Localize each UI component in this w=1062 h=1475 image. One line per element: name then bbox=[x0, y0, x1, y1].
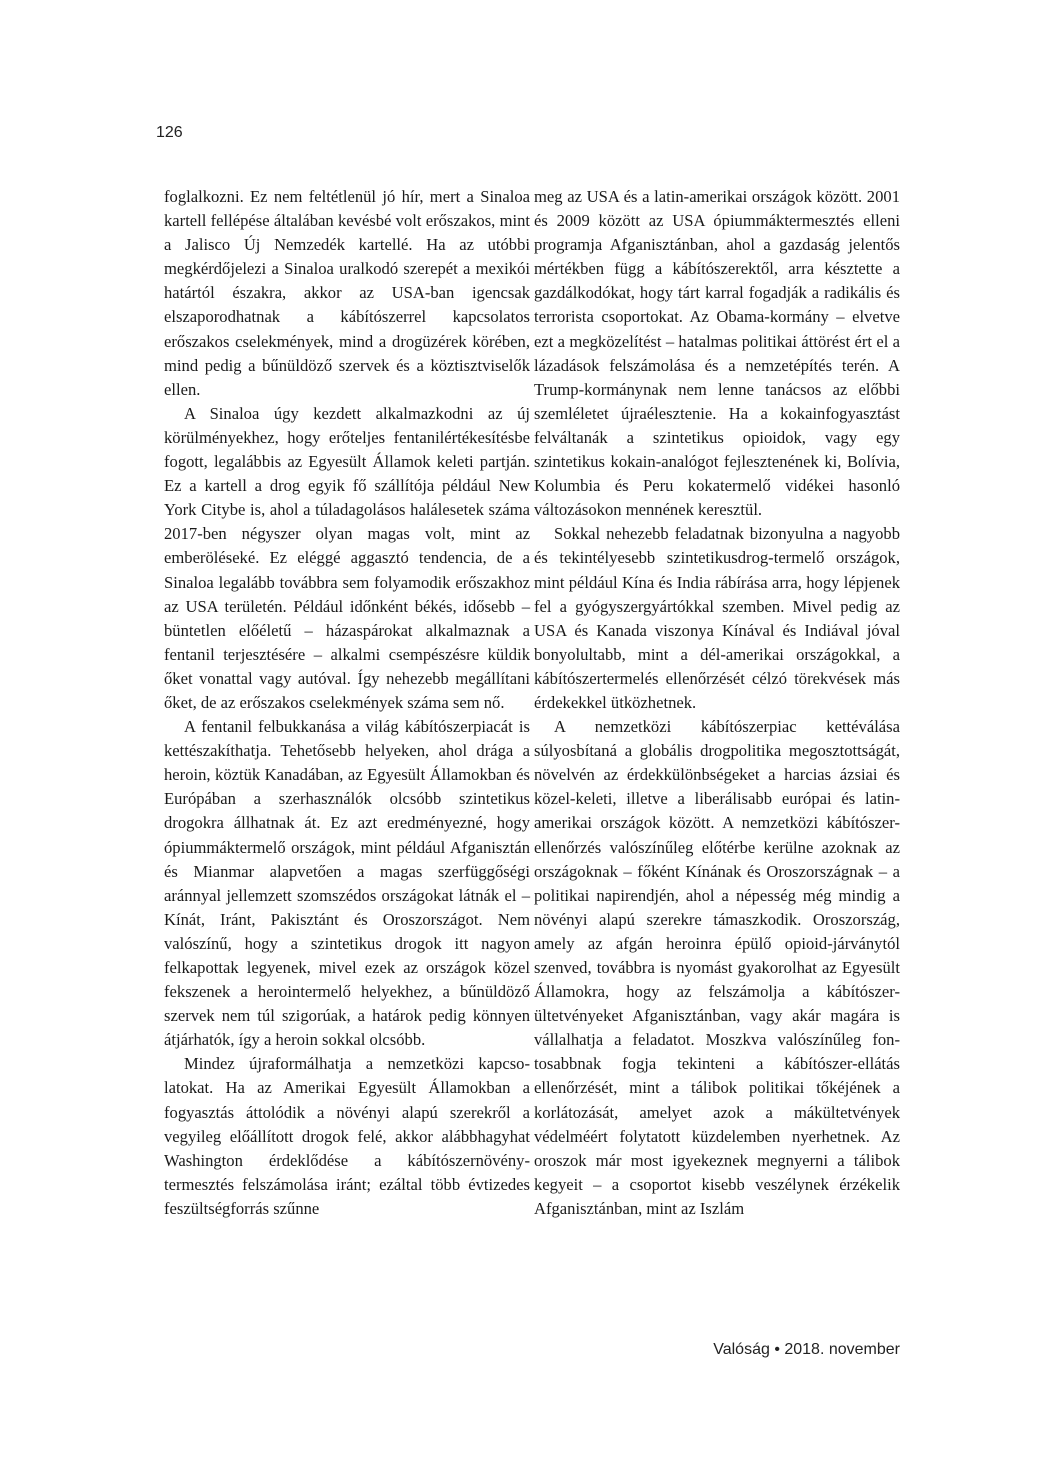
paragraph: A Sinaloa úgy kezdett alkalmazkodni az új körülményekhez, hogy erőteljes fentanilértékesítésbe fogott, legalábbis az Egyesült Államok keleti partján. Ez a kartell a drog egyik fő szállítója például New York Citybe is, ahol a túladagolásos halálesetek száma 2017-ben négyszer olyan magas volt, mint az emberöléseké. Ez eléggé aggasztó tendencia, de a Sinaloa legalább továbbra sem folyamodik erőszakhoz az USA területén. Például időnként békés, idősebb – büntetlen előéletű – házaspárokat alkalmaznak a fentanil terjesztésére – alkalmi csempészésre küldik őket vonattal vagy autóval. Így nehezebb megállítani őket, de az erőszakos cselekmények száma sem nő. bbox=[164, 403, 530, 712]
left-column bbox=[164, 185, 530, 1221]
paragraph: foglalkozni. Ez nem feltétlenül jó hír, mert a Sinaloa kartell fellépése általában kevésbé volt erőszakos, mint a Jalisco Új Nemzedék kartellé. Ha az utóbbi megkérdőjelezi a Sinaloa uralkodó szerepét a mexikói határtól északra, akkor az USA-ban igencsak elszaporodhatnak a kábítószerrel kapcsolatos erőszakos cselekmények, mind a drogüzérek körében, mind pedig a bűnüldöző szervek és a köztisztviselők ellen. bbox=[164, 187, 530, 399]
paragraph: Sokkal nehezebb feladatnak bizonyulna a nagyobb és tekintélyesebb szintetikusdrog-termelő országok, mint például Kína és India rábírása arra, hogy lépjenek fel a gyógyszergyártókkal szemben. Mivel pedig az USA és Kanada viszonya Kínával és Indiával jóval bonyolultabb, mint a dél-amerikai országokkal, a kábítószertermelés ellenőrzését célzó törekvések más érdekekkel ütközhetnek. bbox=[534, 524, 900, 712]
paragraph: A fentanil felbukkanása a világ kábítószerpiacát is kettészakíthatja. Tehetősebb helyeken, ahol drága a heroin, köztük Kanadában, az Egyesült Államokban és Európában a szerhasználók olcsóbb szintetikus drogokra állhatnak át. Ez azt eredményezné, hogy ópiummáktermelő országok, mint például Afganisztán és Mianmar alapvetően a magas szerfüggőségi aránnyal jellemzett szomszédos országokat látnák el – Kínát, Iránt, Pakisztánt és Oroszországot. Nem valószínű, hogy a szintetikus drogok itt nagyon felkapottak legyenek, mivel ezek az országok közel fekszenek a herointermelő helyekhez, a bűnüldöző szervek nem túl szigorúak, a határok pedig könnyen átjárhatók, így a heroin sokkal olcsóbb. bbox=[164, 717, 530, 1050]
page-number: 126 bbox=[156, 124, 183, 141]
paragraph: meg az USA és a latin-amerikai országok között. 2001 és 2009 között az USA ópiummáktermesztés elleni programja Afganisztánban, ahol a gazdaság jelentős mértékben függ a kábítószerektől, arra késztette a gazdálkodókat, hogy tárt karral fogadják a radikális és terrorista csoportokat. Az Obama-kormány – elvetve ezt a megközelítést – hatalmas politikai áttörést ért el a lázadások felszámolása és a nemzetépítés terén. A Trump-kormánynak nem lenne tanácsos az előbbi szemléletet újraélesztenie. Ha a kokainfogyasztást felváltanák a szintetikus opioidok, vagy egy szintetikus kokain-analógot fejlesztenének ki, Bolívia, Kolumbia és Peru kokatermelő vidékei hasonló változásokon mennének keresztül. bbox=[534, 187, 900, 520]
paragraph: A nemzetközi kábítószerpiac kettéválása súlyosbítaná a globális drogpolitika megosztottságát, növelvén az érdekkülönbségeket a harcias ázsiai és közel-keleti, illetve a liberálisabb európai és latin-amerikai országok között. A nemzetközi kábítószer-ellenőrzés valószínűleg előtérbe kerülne azoknak az országoknak – főként Kínának és Oroszországnak – a politikai napirendjén, ahol a népesség még mindig a növényi alapú szerekre támaszkodik. Oroszország, amely az afgán heroinra épülő opioid-járványtól szenved, továbbra is nyomást gyakorolhat az Egyesült Államokra, hogy az felszámolja a kábítószer-ültetvényeket Afganisztánban, vagy akár magára is vállalhatja a feladatot. Moszkva valószínűleg fontosabbnak fogja tekinteni a kábítószer-ellátás ellenőrzését, mint a tálibok politikai tőkéjének a korlátozását, amelyet azok a mákültetvények védelméért folytatott küzdelemben nyerhetnek. Az oroszok már most igyekeznek megnyerni a tálibok kegyeit – a csoportot kisebb veszélynek érzékelik Afganisztánban, mint az Iszlám bbox=[534, 717, 900, 1218]
paragraph: Mindez újraformálhatja a nemzetközi kapcsolatokat. Ha az Amerikai Egyesült Államokban a fogyasztás áttolódik a növényi alapú szerekről a vegyileg előállított drogok felé, akkor alábbhagyhat Washington érdeklődése a kábítószernövény-termesztés felszámolása iránt; ezáltal több évtizedes feszültségforrás szűnne bbox=[164, 1054, 530, 1218]
footer-journal-issue: Valóság • 2018. november bbox=[713, 1341, 900, 1358]
right-column bbox=[534, 185, 900, 1221]
